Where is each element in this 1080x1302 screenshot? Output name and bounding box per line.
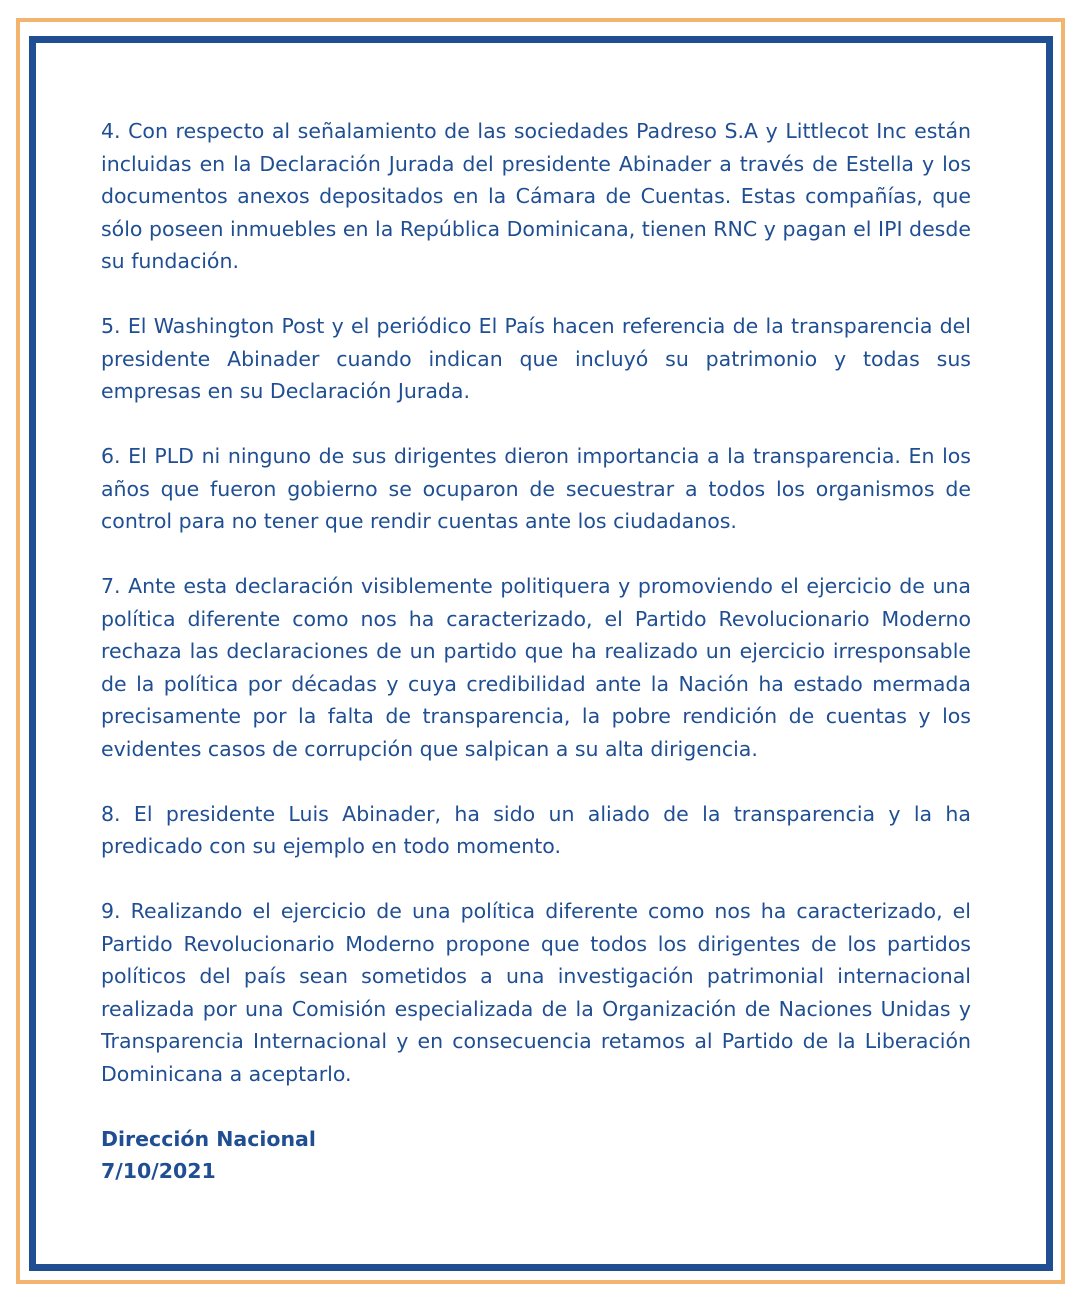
paragraph-5: 5. El Washington Post y el periódico El País hacen referencia de la transparencia del presidente Abinader cuando indican que incluyó su patrimonio y todas sus empresas en su Declaración Jurada. — [101, 314, 971, 403]
paragraph-7: 7. Ante esta declaración visiblemente politiquera y promoviendo el ejercicio de una política diferente como nos ha caracterizado, el Partido Revolucionario Moderno rechaza las declaraciones de un partido que ha realizado un ejercicio irresponsable de la política por décadas y cuya credibilidad ante la Nación ha estado mermada precisamente por la falta de transparencia, la pobre rendición de cuentas y los evidentes casos de corrupción que salpican a su alta dirigencia. — [101, 574, 971, 761]
paragraph-6: 6. El PLD ni ninguno de sus dirigentes dieron importancia a la transparencia. En los años que fueron gobierno se ocuparon de secuestrar a todos los organismos de control para no tener que rendir cuentas ante los ciudadanos. — [101, 444, 971, 533]
paragraph-8: 8. El presidente Luis Abinader, ha sido un aliado de la transparencia y la ha predicado con su ejemplo en todo momento. — [101, 801, 971, 858]
statement-body — [101, 115, 971, 1188]
paragraph-9: 9. Realizando el ejercicio de una política diferente como nos ha caracterizado, el Partido Revolucionario Moderno propone que todos los dirigentes de los partidos políticos del país sean sometidos a una investigación patrimonial internacional realizada por una Comisión especializada de la Organización de Naciones Unidas y Transparencia Internacional y en consecuencia retamos al Partido de la Liberación Dominicana a aceptarlo. — [101, 899, 971, 1086]
signature-date: 7/10/2021 — [101, 1159, 216, 1183]
signature-org: Dirección Nacional — [101, 1126, 316, 1151]
paragraph-4: 4. Con respecto al señalamiento de las sociedades Padreso S.A y Littlecot Inc están incluidas en la Declaración Jurada del presidente Abinader a través de Estella y los documentos anexos depositados en la Cámara de Cuentas. Estas compañías, que sólo poseen inmuebles en la República Dominicana, tienen RNC y pagan el IPI desde su fundación. — [101, 119, 971, 273]
